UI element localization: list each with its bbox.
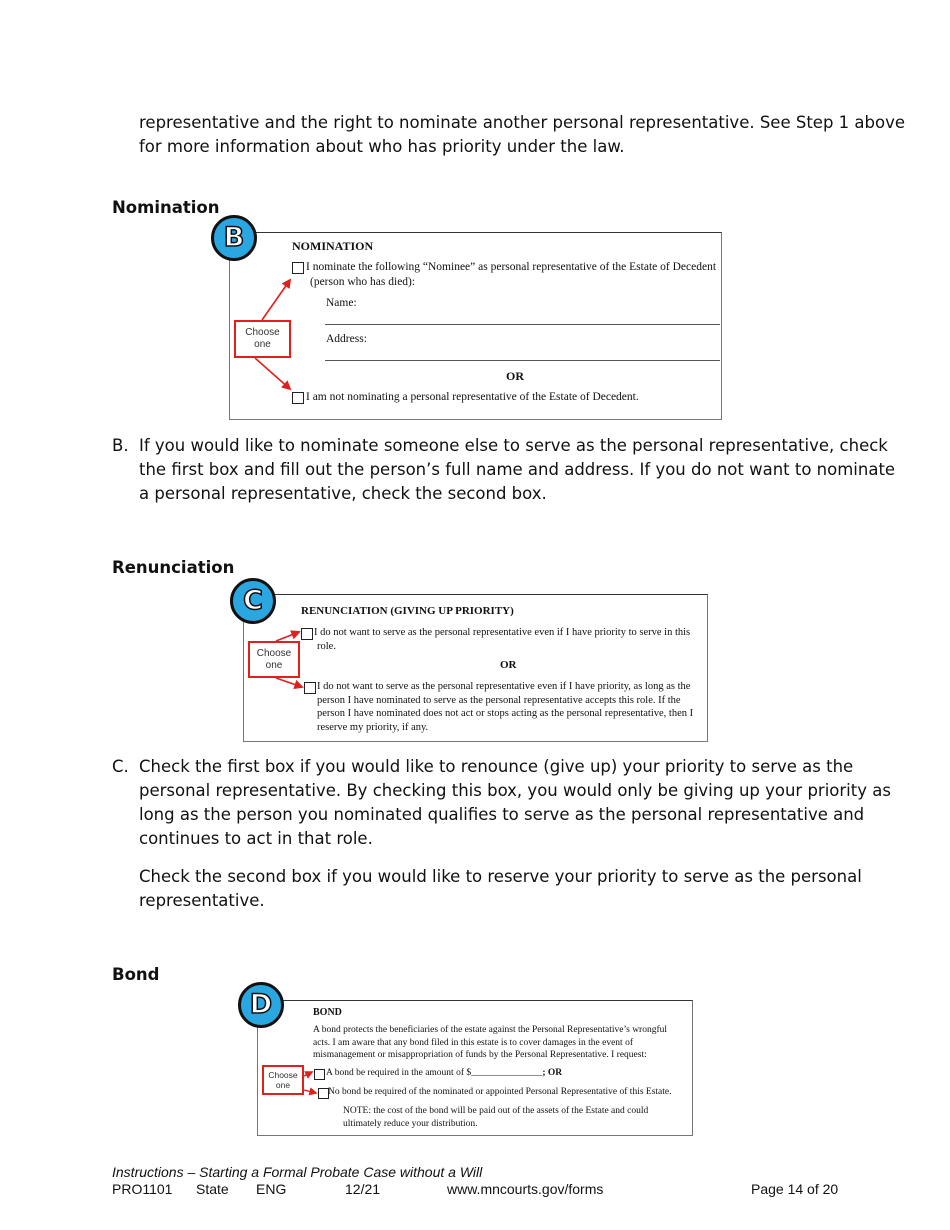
reserve-option-text-4: reserve my priority, if any. xyxy=(317,721,429,733)
choose-text-1: Choose xyxy=(268,1070,298,1080)
footer-form-number: PRO1101 xyxy=(112,1181,173,1197)
nomination-instruction-3: a personal representative, check the second box. xyxy=(139,484,547,503)
footer-page: Page 14 of 20 xyxy=(751,1181,839,1197)
renunciation-form xyxy=(243,594,708,742)
renounce-option-text-1: I do not want to serve as the personal representative even if I have priority to serve in this xyxy=(314,627,691,638)
bond-note-1: NOTE: the cost of the bond will be paid out of the assets of the Estate and could xyxy=(343,1106,649,1116)
address-label: Address: xyxy=(326,333,367,345)
renunciation-heading: Renunciation xyxy=(112,558,235,577)
nomination-or: OR xyxy=(506,369,524,383)
badge-c-letter: C xyxy=(243,585,263,616)
badge-c-icon xyxy=(230,578,276,624)
renunciation-second-2: representative. xyxy=(139,891,265,910)
renunciation-choose-one xyxy=(248,641,300,678)
nomination-heading: Nomination xyxy=(112,198,220,217)
bond-form-title: BOND xyxy=(313,1007,342,1018)
footer-language: ENG xyxy=(256,1181,287,1197)
renunciation-or: OR xyxy=(500,659,517,671)
badge-b-icon xyxy=(211,215,257,261)
footer-jurisdiction: State xyxy=(196,1181,229,1197)
name-line[interactable] xyxy=(325,324,720,325)
bond-desc-3: mismanagement or misappropriation of funds by the Personal Representative. I request: xyxy=(313,1050,647,1060)
renounce-checkbox[interactable] xyxy=(301,628,313,640)
address-line[interactable] xyxy=(325,360,720,361)
renunciation-instruction-3: long as the person you nominated qualifies to serve as the personal representative and xyxy=(139,805,865,824)
intro-line-2: for more information about who has priority under the law. xyxy=(139,137,625,156)
nomination-choose-one xyxy=(234,320,291,358)
intro-line-1: representative and the right to nominate another personal representative. See Step 1 above xyxy=(139,113,906,132)
renunciation-instruction-letter: C. xyxy=(112,757,129,776)
choose-text-2: one xyxy=(265,659,283,671)
renunciation-form-title: RENUNCIATION (GIVING UP PRIORITY) xyxy=(301,605,514,617)
renunciation-instruction-2: personal representative. By checking this box, you would only be giving up your priority as xyxy=(139,781,891,800)
renounce-option-text-2: role. xyxy=(317,641,336,652)
nomination-instruction-letter: B. xyxy=(112,436,129,455)
nomination-form-title: NOMINATION xyxy=(292,239,374,253)
badge-d-icon xyxy=(238,982,284,1028)
no-bond-text: No bond be required of the nominated or appointed Personal Representative of this Estate. xyxy=(328,1087,672,1097)
bond-note-2: ultimately reduce your distribution. xyxy=(343,1118,478,1129)
bond-desc-2: acts. I am aware that any bond filed in this estate is to cover damages in the event of xyxy=(313,1037,633,1048)
footer-date: 12/21 xyxy=(345,1181,381,1197)
not-nominating-text: I am not nominating a personal representative of the Estate of Decedent. xyxy=(306,391,639,403)
choose-text-2: one xyxy=(254,339,271,350)
reserve-option-text-2: person I have nominated to serve as the personal representative accepts this role. If the xyxy=(317,694,681,706)
renunciation-second-1: Check the second box if you would like to reserve your priority to serve as the personal xyxy=(139,867,862,886)
choose-text-1: Choose xyxy=(245,327,280,338)
nominate-option-text-2: (person who has died): xyxy=(310,276,416,288)
renunciation-instruction-1: Check the first box if you would like to renounce (give up) your priority to serve as the xyxy=(139,757,854,776)
bond-required-checkbox[interactable] xyxy=(314,1069,325,1080)
choose-text-1: Choose xyxy=(256,647,292,659)
bond-desc-1: A bond protects the beneficiaries of the estate against the Personal Representative’s wrongful xyxy=(313,1025,668,1035)
nomination-instruction-1: If you would like to nominate someone else to serve as the personal representative, check xyxy=(139,436,888,455)
nomination-instruction-2: the first box and fill out the person’s full name and address. If you do not want to nominate xyxy=(139,460,896,479)
reserve-option-text-3: person I have nominated does not act or stops acting as the personal representative, then I xyxy=(317,708,694,719)
renunciation-instruction-4: continues to act in that role. xyxy=(139,829,373,848)
not-nominating-checkbox[interactable] xyxy=(292,392,304,404)
nominate-option-text-1: I nominate the following “Nominee” as personal representative of the Estate of Decedent xyxy=(306,261,717,273)
bond-required-label: A bond be required in the amount of $ xyxy=(326,1068,472,1078)
reserve-checkbox[interactable] xyxy=(304,682,316,694)
nominate-checkbox[interactable] xyxy=(292,262,304,274)
reserve-option-text-1: I do not want to serve as the personal representative even if I have priority, as long as the xyxy=(317,681,691,692)
bond-form xyxy=(257,1000,693,1136)
badge-b-letter: B xyxy=(223,222,245,253)
badge-d-letter: D xyxy=(249,989,273,1020)
nomination-form xyxy=(229,232,722,420)
bond-heading: Bond xyxy=(112,965,160,984)
name-label: Name: xyxy=(326,297,357,309)
footer-title: Instructions – Starting a Formal Probate Case without a Will xyxy=(112,1164,483,1180)
bond-amount-blank[interactable]: _______________ xyxy=(471,1068,543,1078)
footer-url[interactable]: www.mncourts.gov/forms xyxy=(447,1181,604,1197)
bond-or: ; OR xyxy=(542,1068,563,1078)
choose-text-2: one xyxy=(275,1080,291,1090)
bond-choose-one xyxy=(262,1065,304,1095)
bond-required-text xyxy=(326,1067,562,1081)
